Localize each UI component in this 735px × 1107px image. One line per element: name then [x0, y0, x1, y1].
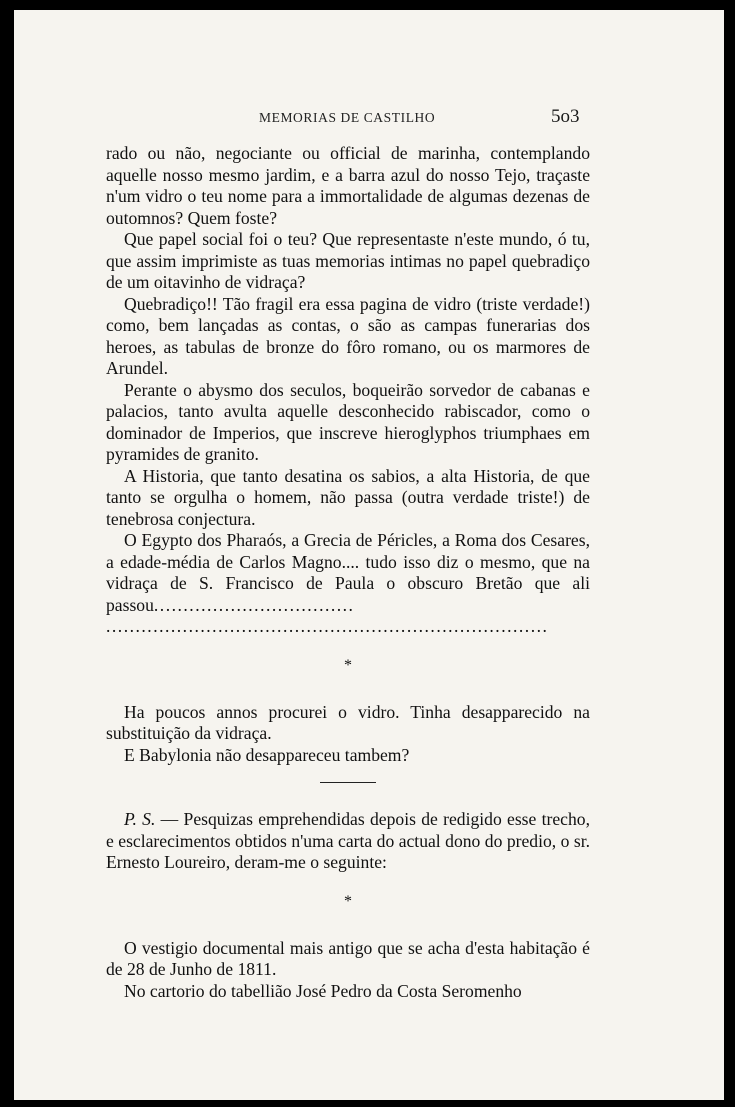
paragraph: Quebradiço!! Tão fragil era essa pagina de vidro (triste verdade!) como, bem lançadas as contas, o são as campas funerarias dos heroes, as tabulas de bronze do fôro romano, ou os marmores de Arundel.	[106, 293, 590, 378]
dotted-separator: ...........................................................................	[106, 616, 549, 636]
running-head: MEMORIAS DE CASTILHO	[259, 110, 436, 125]
paragraph	[106, 530, 590, 616]
postscript-paragraph	[106, 809, 590, 874]
postscript-label: P. S.	[124, 809, 156, 829]
postscript-text: — Pesquizas emprehendidas depois de redigido esse trecho, e esclarecimentos obtidos n'uma carta do actual dono do predio, o sr. Ernesto Loureiro, deram-me o seguinte:	[106, 809, 590, 872]
horizontal-rule	[320, 782, 376, 783]
page-number: 5o3	[551, 106, 580, 127]
section-asterisk: *	[344, 656, 352, 674]
paragraph: A Historia, que tanto desatina os sabios, a alta Historia, de que tanto se orgulha o homem, não passa (outra verdade triste!) de tenebrosa conjectura.	[106, 465, 590, 529]
body-text	[106, 143, 590, 1002]
paragraph: Ha poucos annos procurei o vidro. Tinha desapparecido na substituição da vidraça.	[106, 701, 590, 743]
paragraph: rado ou não, negociante ou official de marinha, contemplando aquelle nosso mesmo jardim, e a barra azul do nosso Tejo, traçaste n'um vidro o teu nome para a immortalidade de algumas dezenas de outomnos? Quem foste?	[106, 143, 590, 228]
paragraph-text: O Egypto dos Pharaós, a Grecia de Péricles, a Roma dos Cesares, a edade-média de Carlos Magno.... tudo isso diz o mesmo, que na vidraça de S. Francisco de Paula o obscuro Bretão que ali passou	[106, 530, 590, 615]
book-page	[14, 10, 724, 1100]
paragraph: No cartorio do tabellião José Pedro da Costa Seromenho	[124, 980, 522, 1001]
dot-leader: ..................................	[153, 594, 355, 615]
paragraph: Perante o abysmo dos seculos, boqueirão sorvedor de cabanas e palacios, tanto avulta aquelle desconhecido rabiscador, como o dominador de Imperios, que inscreve hieroglyphos triumphaes em pyramides de granito.	[106, 379, 590, 464]
section-asterisk: *	[344, 892, 352, 910]
paragraph: Que papel social foi o teu? Que representaste n'este mundo, ó tu, que assim imprimiste as tuas memorias intimas no papel quebradiço de um oitavinho de vidraça?	[106, 229, 590, 292]
paragraph: E Babylonia não desappareceu tambem?	[124, 744, 410, 765]
paragraph: O vestigio documental mais antigo que se acha d'esta habitação é de 28 de Junho de 1811.	[106, 937, 590, 979]
page-header	[14, 106, 724, 128]
